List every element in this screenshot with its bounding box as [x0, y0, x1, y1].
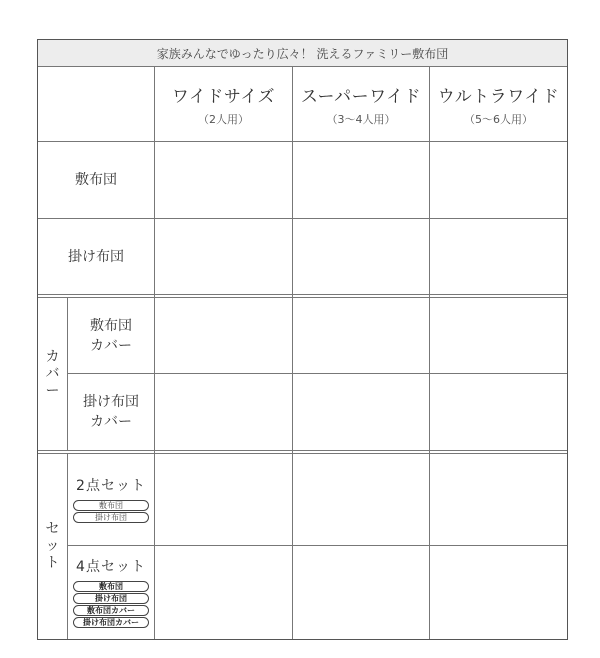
row-label-kake-cover	[68, 374, 154, 450]
col-header-super-wide	[293, 67, 429, 141]
cover-char: カ	[45, 348, 60, 365]
set-item-pill: 掛け布団	[73, 512, 149, 523]
col-sub: （5〜6人用）	[464, 112, 533, 126]
col-name: ウルトラワイド	[437, 86, 560, 107]
table-title: 家族みんなでゆったり広々！ 洗えるファミリー敷布団	[38, 40, 567, 66]
two-point-set-label: 2点セット	[76, 478, 146, 494]
row-label-kakebuton: 掛け布団	[68, 248, 124, 265]
col-header-wide	[155, 67, 292, 141]
set-item-pill: 敷布団カバー	[73, 605, 149, 616]
set-group-label	[38, 454, 67, 639]
col-name: ワイドサイズ	[171, 86, 276, 107]
cover-group-label	[38, 298, 67, 450]
rule-kake-bottom-a	[38, 294, 567, 295]
cover-char: バ	[45, 365, 60, 382]
row-label-shiki-cover	[68, 298, 154, 373]
set-char: ッ	[45, 538, 60, 554]
kake-cover-line1: 掛け布団	[83, 394, 139, 410]
rule-col3-left	[429, 66, 430, 639]
shiki-cover-line1: 敷布団	[90, 317, 132, 334]
row-label-two-point-set	[68, 454, 154, 545]
rule-cover-bottom-a	[38, 450, 567, 451]
set-item-pill: 敷布団	[73, 500, 149, 511]
set-item-pill: 敷布団	[73, 581, 149, 592]
set-char: セ	[45, 521, 60, 537]
kake-cover-line2: カバー	[90, 414, 132, 430]
four-point-set-label: 4点セット	[76, 559, 146, 575]
set-item-pill: 掛け布団	[73, 593, 149, 604]
rule-col1-left	[154, 66, 155, 639]
col-name: スーパーワイド	[300, 86, 422, 107]
comparison-table	[37, 39, 568, 640]
col-header-ultra-wide	[430, 67, 567, 141]
set-char: ト	[45, 555, 60, 571]
row-label-four-point-set	[68, 546, 154, 639]
rule-col2-left	[292, 66, 293, 639]
cover-char: ー	[45, 382, 60, 399]
row-label-shikibuton: 敷布団	[75, 172, 117, 188]
col-sub: （2人用）	[198, 112, 249, 126]
col-sub: （3〜4人用）	[326, 112, 396, 126]
set-item-pill: 掛け布団カバー	[73, 617, 149, 628]
shiki-cover-line2: カバー	[90, 337, 132, 354]
